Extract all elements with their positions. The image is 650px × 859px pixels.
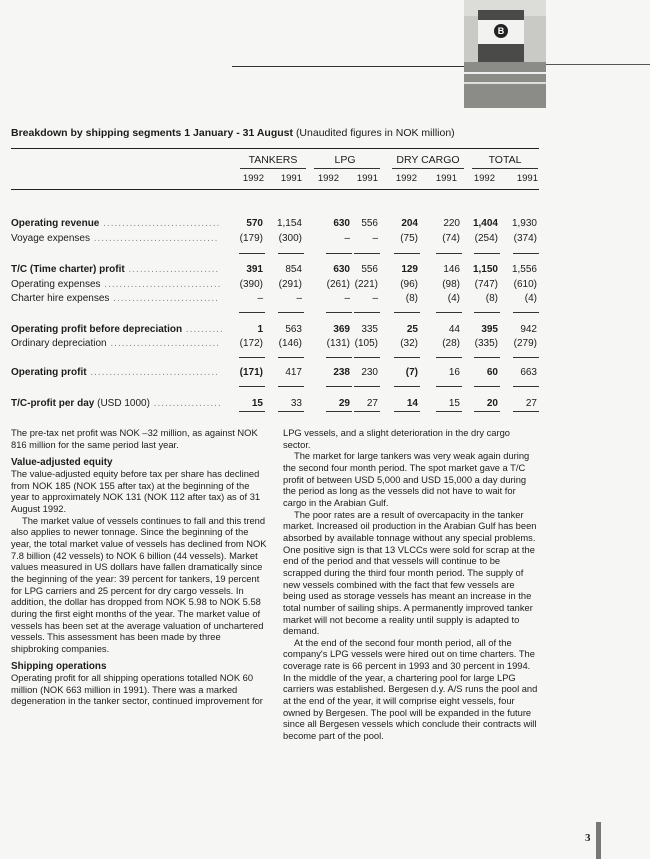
table-cell: 556: [361, 264, 378, 275]
row-label: [11, 338, 220, 349]
subtotal-rule: [326, 357, 352, 358]
table-cell: 1: [257, 324, 263, 335]
table-cell: 630: [333, 218, 350, 229]
header-rule: [232, 66, 468, 67]
subtotal-rule: [354, 253, 380, 254]
table-cell: (254): [474, 233, 498, 244]
subtotal-rule: [278, 411, 304, 412]
leader-dots: ...............................: [100, 279, 222, 290]
table-cell: (300): [278, 233, 302, 244]
table-title-note: (Unaudited figures in NOK million): [295, 127, 455, 139]
table-cell: (105): [354, 338, 378, 349]
row-label-text: Voyage expenses: [11, 233, 90, 244]
paragraph: At the end of the second four month period, all of the company's LPG vessels were hired out on time charters. The coverage rate is 66 percent in 1993 and 30 percent in 1994. In the middle of the year, a chartering pool for large LPG carriers was established. Bergesen d.y. A/S runs the pool and at the end of the year, it will comprise eight vessels, four owned by Bergesen. The pool will be expanded in the future since all Bergesen vessels which conclude their contracts will become part of the pool.: [283, 637, 538, 742]
row-label-text: T/C-profit per day: [11, 398, 95, 409]
table-cell: –: [372, 233, 378, 244]
subtotal-rule: [326, 312, 352, 313]
table-cell: (4): [447, 293, 460, 304]
table-cell: 129: [401, 264, 418, 275]
table-cell: (390): [239, 279, 263, 290]
table-cell: 146: [443, 264, 460, 275]
page-edge-bar: [596, 822, 601, 859]
row-label: [11, 218, 220, 229]
table-cell: 14: [406, 398, 418, 409]
leader-dots: ............................: [109, 293, 219, 304]
table-cell: 854: [285, 264, 302, 275]
table-cell: 60: [486, 367, 498, 378]
paragraph: The value-adjusted equity before tax per share has declined from NOK 185 (NOK 155 after tax) at the beginning of the year to approximately NOK 131 (NOK 112 after tax) as of 31 August 1992.: [11, 468, 261, 514]
table-cell: (747): [474, 279, 498, 290]
subtotal-rule: [474, 357, 500, 358]
subtotal-rule: [394, 411, 420, 412]
row-label: [11, 233, 218, 244]
table-cell: (96): [400, 279, 418, 290]
table-cell: 570: [246, 218, 263, 229]
subtotal-rule: [474, 411, 500, 412]
company-logo: B: [494, 24, 508, 38]
page-number: 3: [585, 832, 591, 844]
table-cell: 395: [481, 324, 498, 335]
subtotal-rule: [354, 312, 380, 313]
table-cell: 1,556: [511, 264, 537, 275]
subtotal-rule: [436, 312, 462, 313]
table-cell: (335): [474, 338, 498, 349]
ship-funnel-photo: [464, 0, 546, 108]
subtotal-rule: [278, 253, 304, 254]
table-cell: (172): [239, 338, 263, 349]
table-cell: 16: [448, 367, 460, 378]
table-cell: 33: [290, 398, 302, 409]
year-header: 1992: [242, 173, 264, 184]
table-cell: (291): [278, 279, 302, 290]
year-header: 1992: [473, 173, 495, 184]
heading-value-adjusted-equity: Value-adjusted equity: [11, 457, 113, 469]
subtotal-rule: [394, 253, 420, 254]
table-cell: 563: [285, 324, 302, 335]
subtotal-rule: [278, 386, 304, 387]
table-cell: (279): [513, 338, 537, 349]
subtotal-rule: [513, 411, 539, 412]
subtotal-rule: [474, 253, 500, 254]
row-label: [11, 293, 219, 304]
subtotal-rule: [474, 386, 500, 387]
subtotal-rule: [394, 386, 420, 387]
row-label-text: Charter hire expenses: [11, 293, 110, 304]
group-underline: [392, 168, 464, 169]
group-total: TOTAL: [488, 154, 522, 166]
leader-dots: .............................: [106, 338, 220, 349]
table-cell: 417: [285, 367, 302, 378]
year-header: 1992: [317, 173, 339, 184]
row-label-unit: (USD 1000): [97, 398, 150, 409]
table-cell: 27: [525, 398, 537, 409]
leader-dots: ..................: [149, 398, 222, 409]
table-cell: –: [344, 233, 350, 244]
subtotal-rule: [513, 357, 539, 358]
table-cell: (146): [278, 338, 302, 349]
leader-dots: ..........: [182, 324, 224, 335]
table-cell: 942: [520, 324, 537, 335]
group-underline: [314, 168, 380, 169]
subtotal-rule: [239, 312, 265, 313]
table-cell: (374): [513, 233, 537, 244]
row-label-text: Ordinary depreciation: [11, 338, 107, 349]
row-label-text: Operating profit: [11, 367, 87, 378]
paragraph: LPG vessels, and a slight deterioration in the dry cargo sector.: [283, 428, 510, 450]
table-cell: (7): [405, 367, 418, 378]
table-cell: –: [372, 293, 378, 304]
year-header: 1991: [516, 173, 538, 184]
subtotal-rule: [436, 386, 462, 387]
table-cell: 27: [366, 398, 378, 409]
year-header: 1991: [280, 173, 302, 184]
table-cell: (4): [524, 293, 537, 304]
table-cell: 1,150: [472, 264, 498, 275]
group-dry-cargo: DRY CARGO: [396, 154, 460, 166]
paragraph: Operating profit for all shipping operations totalled NOK 60 million (NOK 663 million in 1991). There was a marked degeneration in the tanker sector, continued improvement for: [11, 673, 263, 707]
subtotal-rule: [239, 386, 265, 387]
table-cell: 29: [338, 398, 350, 409]
subtotal-rule: [394, 357, 420, 358]
table-cell: (75): [400, 233, 418, 244]
leader-dots: ..................................: [86, 367, 219, 378]
subtotal-rule: [394, 312, 420, 313]
group-underline: [240, 168, 306, 169]
table-top-rule: [11, 148, 539, 149]
table-cell: (28): [442, 338, 460, 349]
subtotal-rule: [278, 357, 304, 358]
table-cell: 335: [361, 324, 378, 335]
row-label-text: Operating expenses: [11, 279, 101, 290]
subtotal-rule: [326, 253, 352, 254]
subtotal-rule: [354, 411, 380, 412]
table-cell: 1,154: [276, 218, 302, 229]
row-label: [11, 264, 219, 275]
table-cell: 556: [361, 218, 378, 229]
table-cell: (610): [513, 279, 537, 290]
row-label: [11, 279, 221, 290]
subtotal-rule: [354, 386, 380, 387]
table-cell: (261): [326, 279, 350, 290]
text-column-right: [283, 428, 540, 743]
table-title-main: Breakdown by shipping segments 1 January - 31 August: [11, 127, 294, 139]
table-cell: 630: [333, 264, 350, 275]
subtotal-rule: [513, 312, 539, 313]
subtotal-rule: [513, 253, 539, 254]
heading-shipping-operations: Shipping operations: [11, 661, 107, 673]
subtotal-rule: [436, 357, 462, 358]
table-cell: (179): [239, 233, 263, 244]
table-cell: 220: [443, 218, 460, 229]
group-tankers: TANKERS: [248, 154, 298, 166]
row-label-text: Operating profit before depreciation: [11, 324, 183, 335]
table-header-rule: [11, 189, 539, 190]
row-label-text: Operating revenue: [11, 218, 100, 229]
header-rule-right: [545, 64, 650, 65]
table-cell: 230: [361, 367, 378, 378]
table-cell: –: [344, 293, 350, 304]
table-cell: 369: [333, 324, 350, 335]
table-cell: (74): [442, 233, 460, 244]
subtotal-rule: [436, 253, 462, 254]
year-header: 1992: [395, 173, 417, 184]
text-column-left: [11, 428, 267, 708]
row-label: [11, 398, 222, 409]
table-cell: 44: [448, 324, 460, 335]
table-title: [11, 127, 455, 139]
row-label: [11, 367, 219, 378]
table-cell: (131): [326, 338, 350, 349]
subtotal-rule: [326, 386, 352, 387]
paragraph: The market value of vessels continues to fall and this trend also applies to newer tonnage. Since the beginning of the year, the total market value of vessels has declined from NOK 7.8 billion (42 vessels) to NOK 6 billion (44 vessels). Market values measured in US dollars have fallen dramatically since the beginning of the year: 39 percent for tankers, 19 percent for LPG carriers and 25 percent for dry cargo vessels. In addition, the dollar has dropped from NOK 5.98 to NOK 5.58 during the first eight months of the year. The market value of vessels has been set at the average valuation of unchartered vessels. This assessment has been made by three shipbroking companies.: [11, 515, 267, 654]
table-cell: –: [257, 293, 263, 304]
group-underline: [472, 168, 538, 169]
table-cell: 15: [251, 398, 263, 409]
subtotal-rule: [239, 253, 265, 254]
subtotal-rule: [239, 411, 265, 412]
table-cell: 204: [401, 218, 418, 229]
table-cell: 20: [486, 398, 498, 409]
table-cell: 663: [520, 367, 537, 378]
table-cell: 391: [246, 264, 263, 275]
leader-dots: .................................: [89, 233, 219, 244]
paragraph: The pre-tax net profit was NOK –32 million, as against NOK 816 million for the same period last year.: [11, 428, 258, 450]
paragraph: The market for large tankers was very weak again during the second four month period. The spot market gave a T/C profit of between USD 5,000 and USD 15,000 a day during the period as long as the vessels did not have to wait for cargo in the Arabian Gulf.: [283, 451, 530, 508]
paragraph: The poor rates are a result of overcapacity in the tanker market. Increased oil production in the Arabian Gulf has been absorbed by available tonnage without any special problems. One positive sign is that 13 VLCCs were sold for scrap at the end of the period and that vessels will continue to be scrapped during the third four month period. The supply of new vessels combined with the fact that few vessels are being used as storage vessels has meant an increase in the total number of sailing ships. A permanently improved tanker market will not become a reality until supply is adapted to demand.: [283, 509, 537, 637]
table-cell: (221): [354, 279, 378, 290]
table-cell: 1,404: [472, 218, 498, 229]
year-header: 1991: [435, 173, 457, 184]
subtotal-rule: [354, 357, 380, 358]
table-cell: (32): [400, 338, 418, 349]
leader-dots: ...............................: [99, 218, 221, 229]
table-cell: (98): [442, 279, 460, 290]
group-lpg: LPG: [334, 154, 356, 166]
table-cell: 1,930: [511, 218, 537, 229]
table-cell: 25: [406, 324, 418, 335]
table-cell: 238: [333, 367, 350, 378]
row-label: [11, 324, 224, 335]
table-cell: (8): [405, 293, 418, 304]
subtotal-rule: [278, 312, 304, 313]
subtotal-rule: [239, 357, 265, 358]
subtotal-rule: [326, 411, 352, 412]
row-label-text: T/C (Time charter) profit: [11, 264, 125, 275]
subtotal-rule: [513, 386, 539, 387]
table-cell: (8): [485, 293, 498, 304]
table-cell: –: [296, 293, 302, 304]
table-cell: 15: [448, 398, 460, 409]
subtotal-rule: [474, 312, 500, 313]
year-header: 1991: [356, 173, 378, 184]
leader-dots: ........................: [124, 264, 220, 275]
subtotal-rule: [436, 411, 462, 412]
table-cell: (171): [239, 367, 263, 378]
